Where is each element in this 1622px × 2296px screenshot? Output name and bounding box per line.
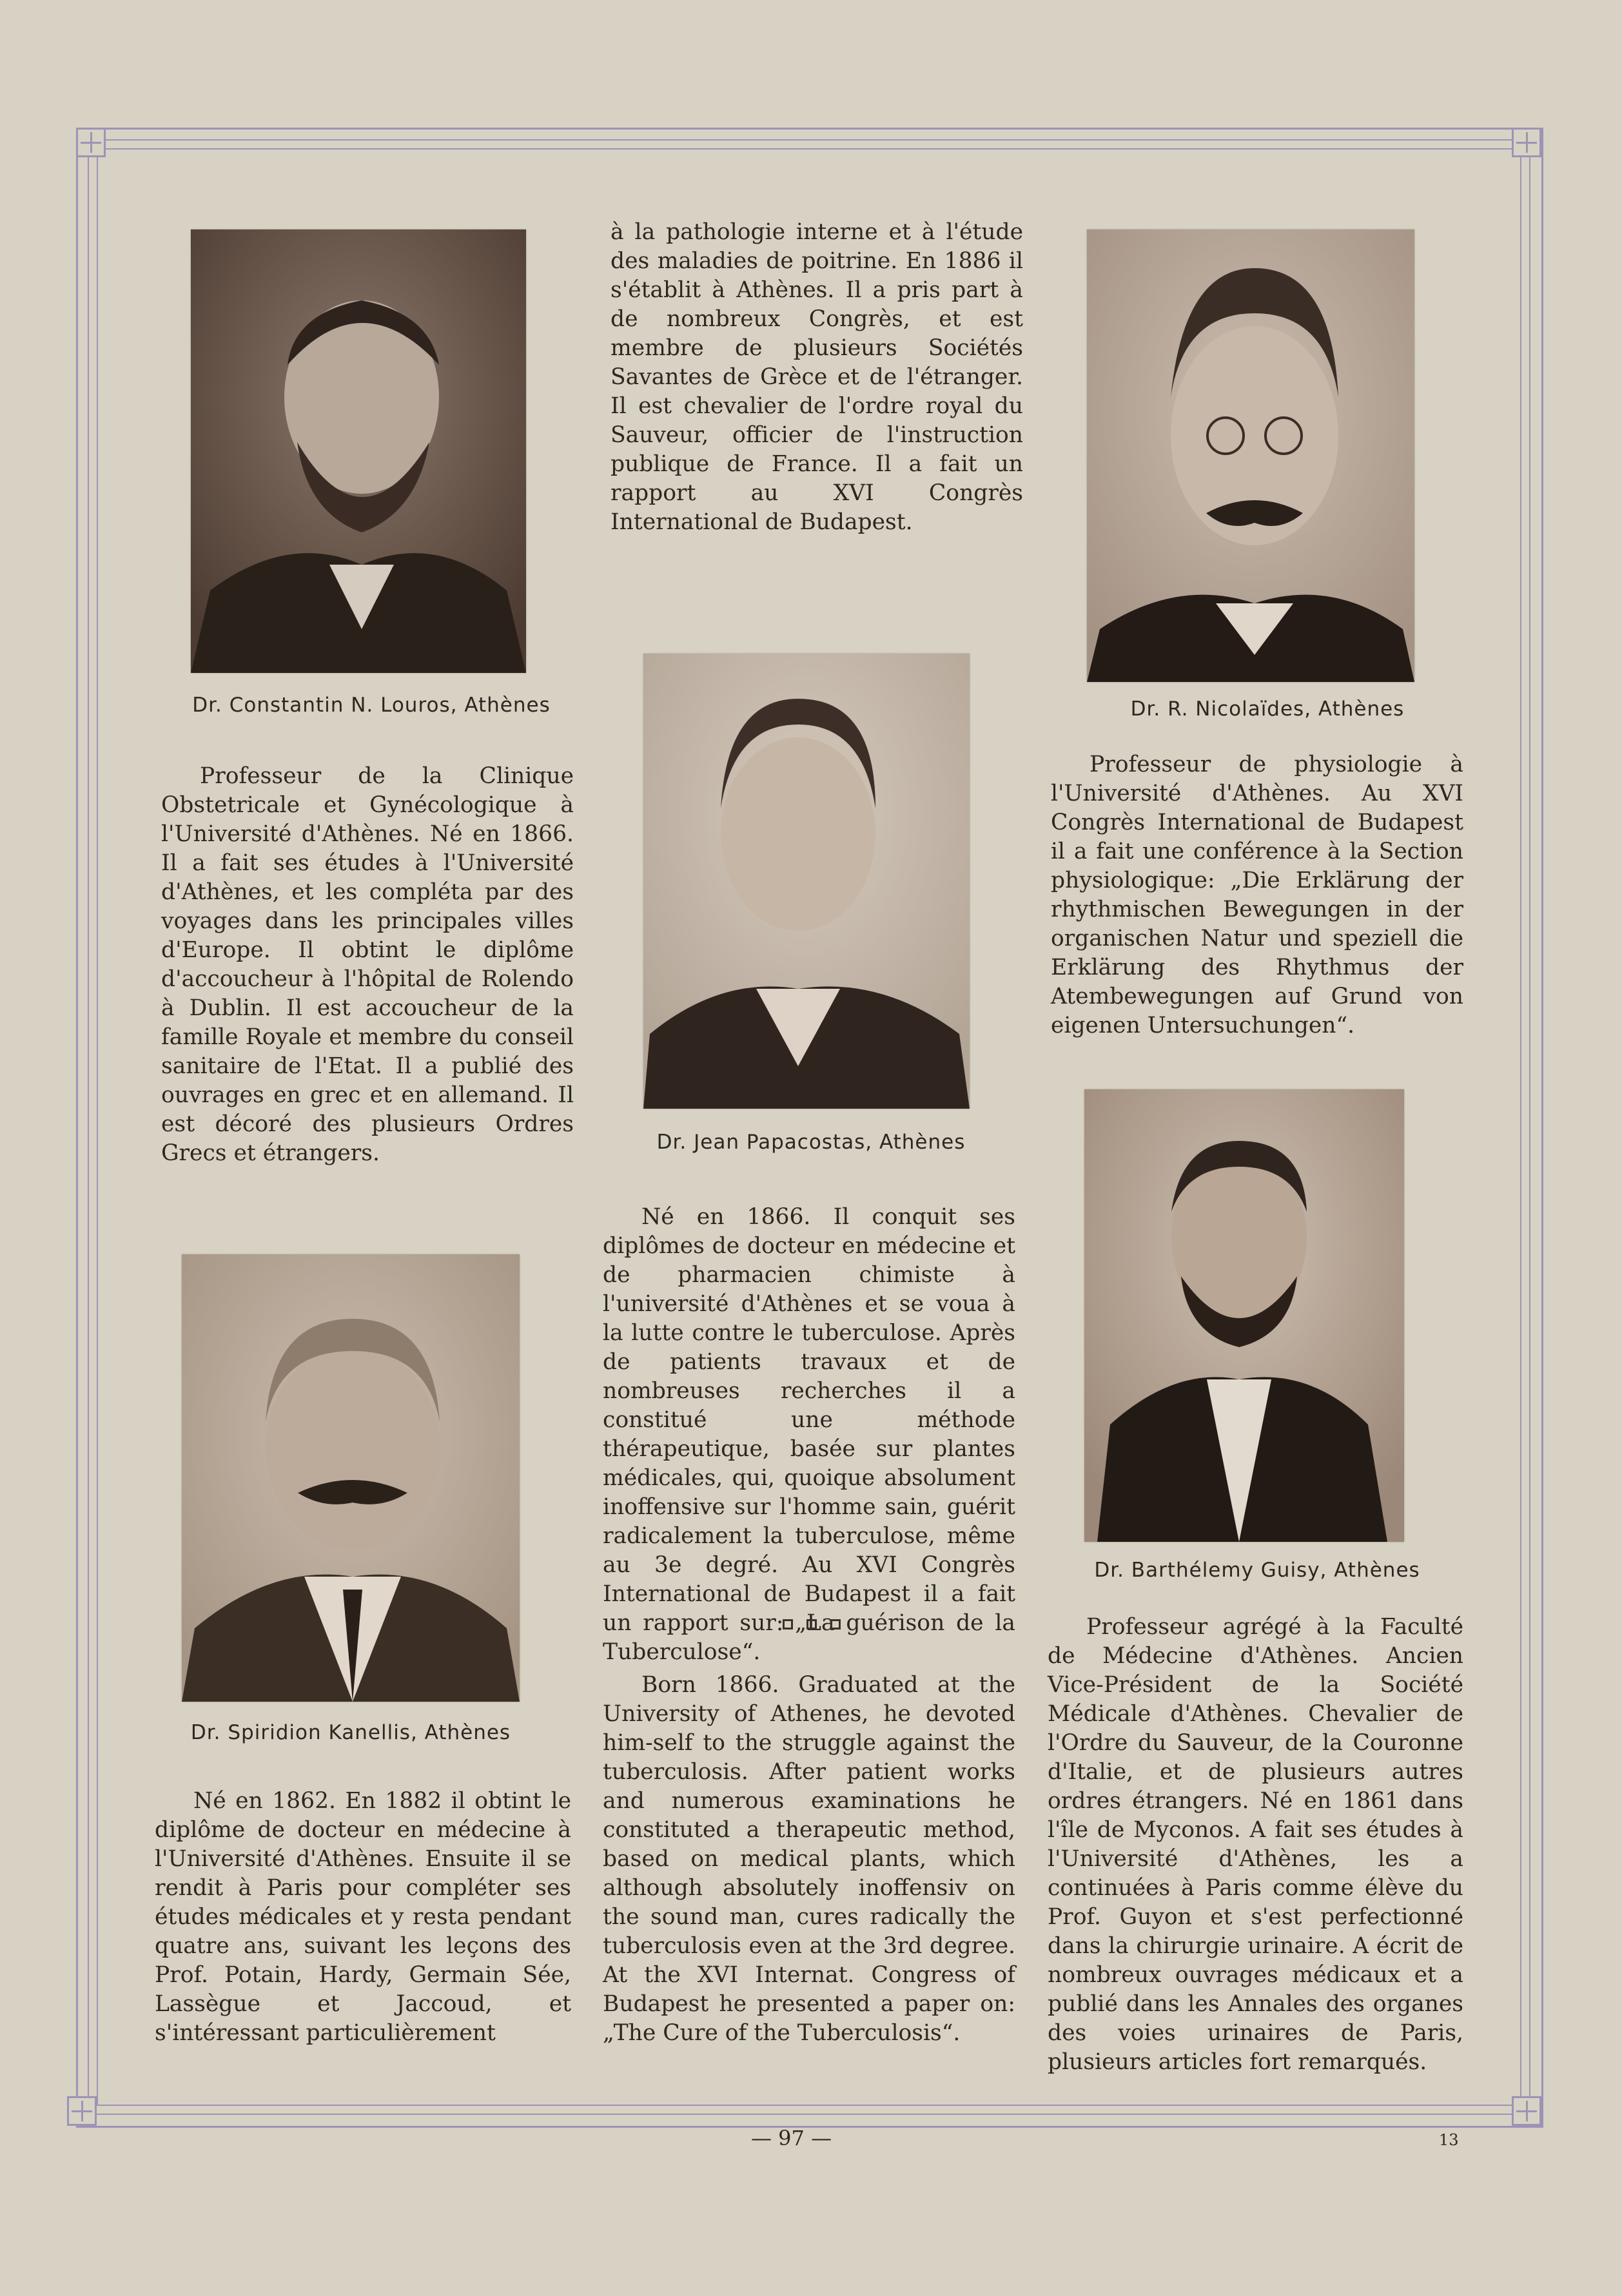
- divider-square-2: [806, 1619, 817, 1630]
- signature-mark: 13: [1439, 2131, 1459, 2149]
- portrait-papacostas: [643, 654, 970, 1109]
- caption-louros: Dr. Constantin N. Louros, Athènes: [192, 694, 551, 717]
- corner-ornament-bottom-left: [67, 2096, 97, 2126]
- divider-square-3: [830, 1619, 841, 1630]
- page-number: — 97 —: [751, 2126, 832, 2150]
- caption-papacostas: Dr. Jean Papacostas, Athènes: [656, 1131, 966, 1154]
- caption-guisy: Dr. Barthélemy Guisy, Athènes: [1094, 1559, 1420, 1582]
- kanellis-bio-text: Né en 1862. En 1882 il obtint le diplôme de docteur en médecine à l'Université d'Athènes. Ensuite il se rendit à Paris pour compléter ses études médicales et y resta pendant quatre ans, suivant les leçons des Prof. Potain, Hardy, Germain Sée, Lassègue et Jaccoud, et s'intéressant particulièrement: [155, 1788, 571, 2046]
- papacostas-bio-fr-text: Né en 1866. Il conquit ses diplômes de docteur en médecine et de pharmacien chimiste à l'université d'Athènes et se voua à la lutte contre le tuberculose. Après de patients travaux et de nombreuses recherches il a constitué une méthode thérapeutique, basée sur plantes médicales, qui, quoique absolument inoffensive sur l'homme sain, guérit radicalement la tuberculose, même au 3e degré. Au XVI Congrès International de Budapest il a fait un rapport sur: „La guérison de la Tuberculose“.: [603, 1204, 1015, 1665]
- papacostas-bio-en-text: Born 1866. Graduated at the University of Athenes, he devoted him-self to the struggle against the tuberculosis. After patient works and numerous examinations he constituted a therapeutic method, based on medical plants, which although absolutely inoffensiv on the sound man, cures radically the tuberculosis even at the 3rd degree. At the XVI Internat. Congress of Budapest he presented a paper on: „The Cure of the Tuberculosis“.: [603, 1672, 1015, 2046]
- louros-bio-text: Professeur de la Clinique Obstetricale et Gynécologique à l'Université d'Athènes. Né en 1866. Il a fait ses études à l'Université d'Athènes, et les compléta par des voyages dans les principales villes d'Europe. Il obtint le diplôme d'accoucheur à l'hôpital de Rolendo à Dublin. Il est accoucheur de la famille Royale et membre du conseil sanitaire de l'Etat. Il a publié des ouvrages en grec et en allemand. Il est décoré des plusieurs Ordres Grecs et étrangers.: [161, 763, 574, 1166]
- portrait-guisy: [1084, 1089, 1404, 1542]
- divider-square-1: [783, 1619, 793, 1630]
- caption-kanellis: Dr. Spiridion Kanellis, Athènes: [190, 1721, 511, 1744]
- corner-ornament-bottom-right: [1512, 2096, 1541, 2126]
- corner-ornament-top-left: [76, 128, 106, 157]
- top-center-continuation-text: à la pathologie interne et à l'étude des maladies de poitrine. En 1886 il s'établit à Athènes. Il a pris part à de nombreux Congrès, et est membre de plusieurs Sociétés Savantes de Grèce et de l'étranger. Il est chevalier de l'ordre royal du Sauveur, officier de l'instruction publique de France. Il a fait un rapport au XVI Congrès International de Budapest.: [611, 219, 1023, 535]
- nicolaides-bio-text: Professeur de physiologie à l'Université d'Athènes. Au XVI Congrès International de Budapest il a fait une conférence à la Section physiologique: „Die Erklärung der rhythmischen Bewegungen in der organischen Natur und speziell die Erklärung des Rhythmus der Atembewegungen auf Grund von eigenen Untersuchungen“.: [1051, 752, 1463, 1038]
- portrait-kanellis: [182, 1254, 520, 1702]
- section-divider-ornament: [783, 1619, 841, 1630]
- corner-ornament-top-right: [1512, 128, 1541, 157]
- guisy-bio-text: Professeur agrégé à la Faculté de Médecine d'Athènes. Ancien Vice-Président de la Société Médicale d'Athènes. Chevalier de l'Ordre du Sauveur, de la Couronne d'Italie, et de plusieurs autres ordres étrangers. Né en 1861 dans l'île de Myconos. A fait ses études à l'Université d'Athènes, les a continuées à Paris comme élève du Prof. Guyon et s'est perfectionné dans la chirurgie urinaire. A écrit de nombreux ouvrages médicaux et a publié dans les Annales des organes des voies urinaires de Paris, plusieurs articles fort remarqués.: [1048, 1614, 1463, 2075]
- portrait-nicolaides: [1087, 229, 1414, 682]
- caption-nicolaides: Dr. R. Nicolaïdes, Athènes: [1130, 697, 1405, 721]
- portrait-louros: [191, 229, 526, 673]
